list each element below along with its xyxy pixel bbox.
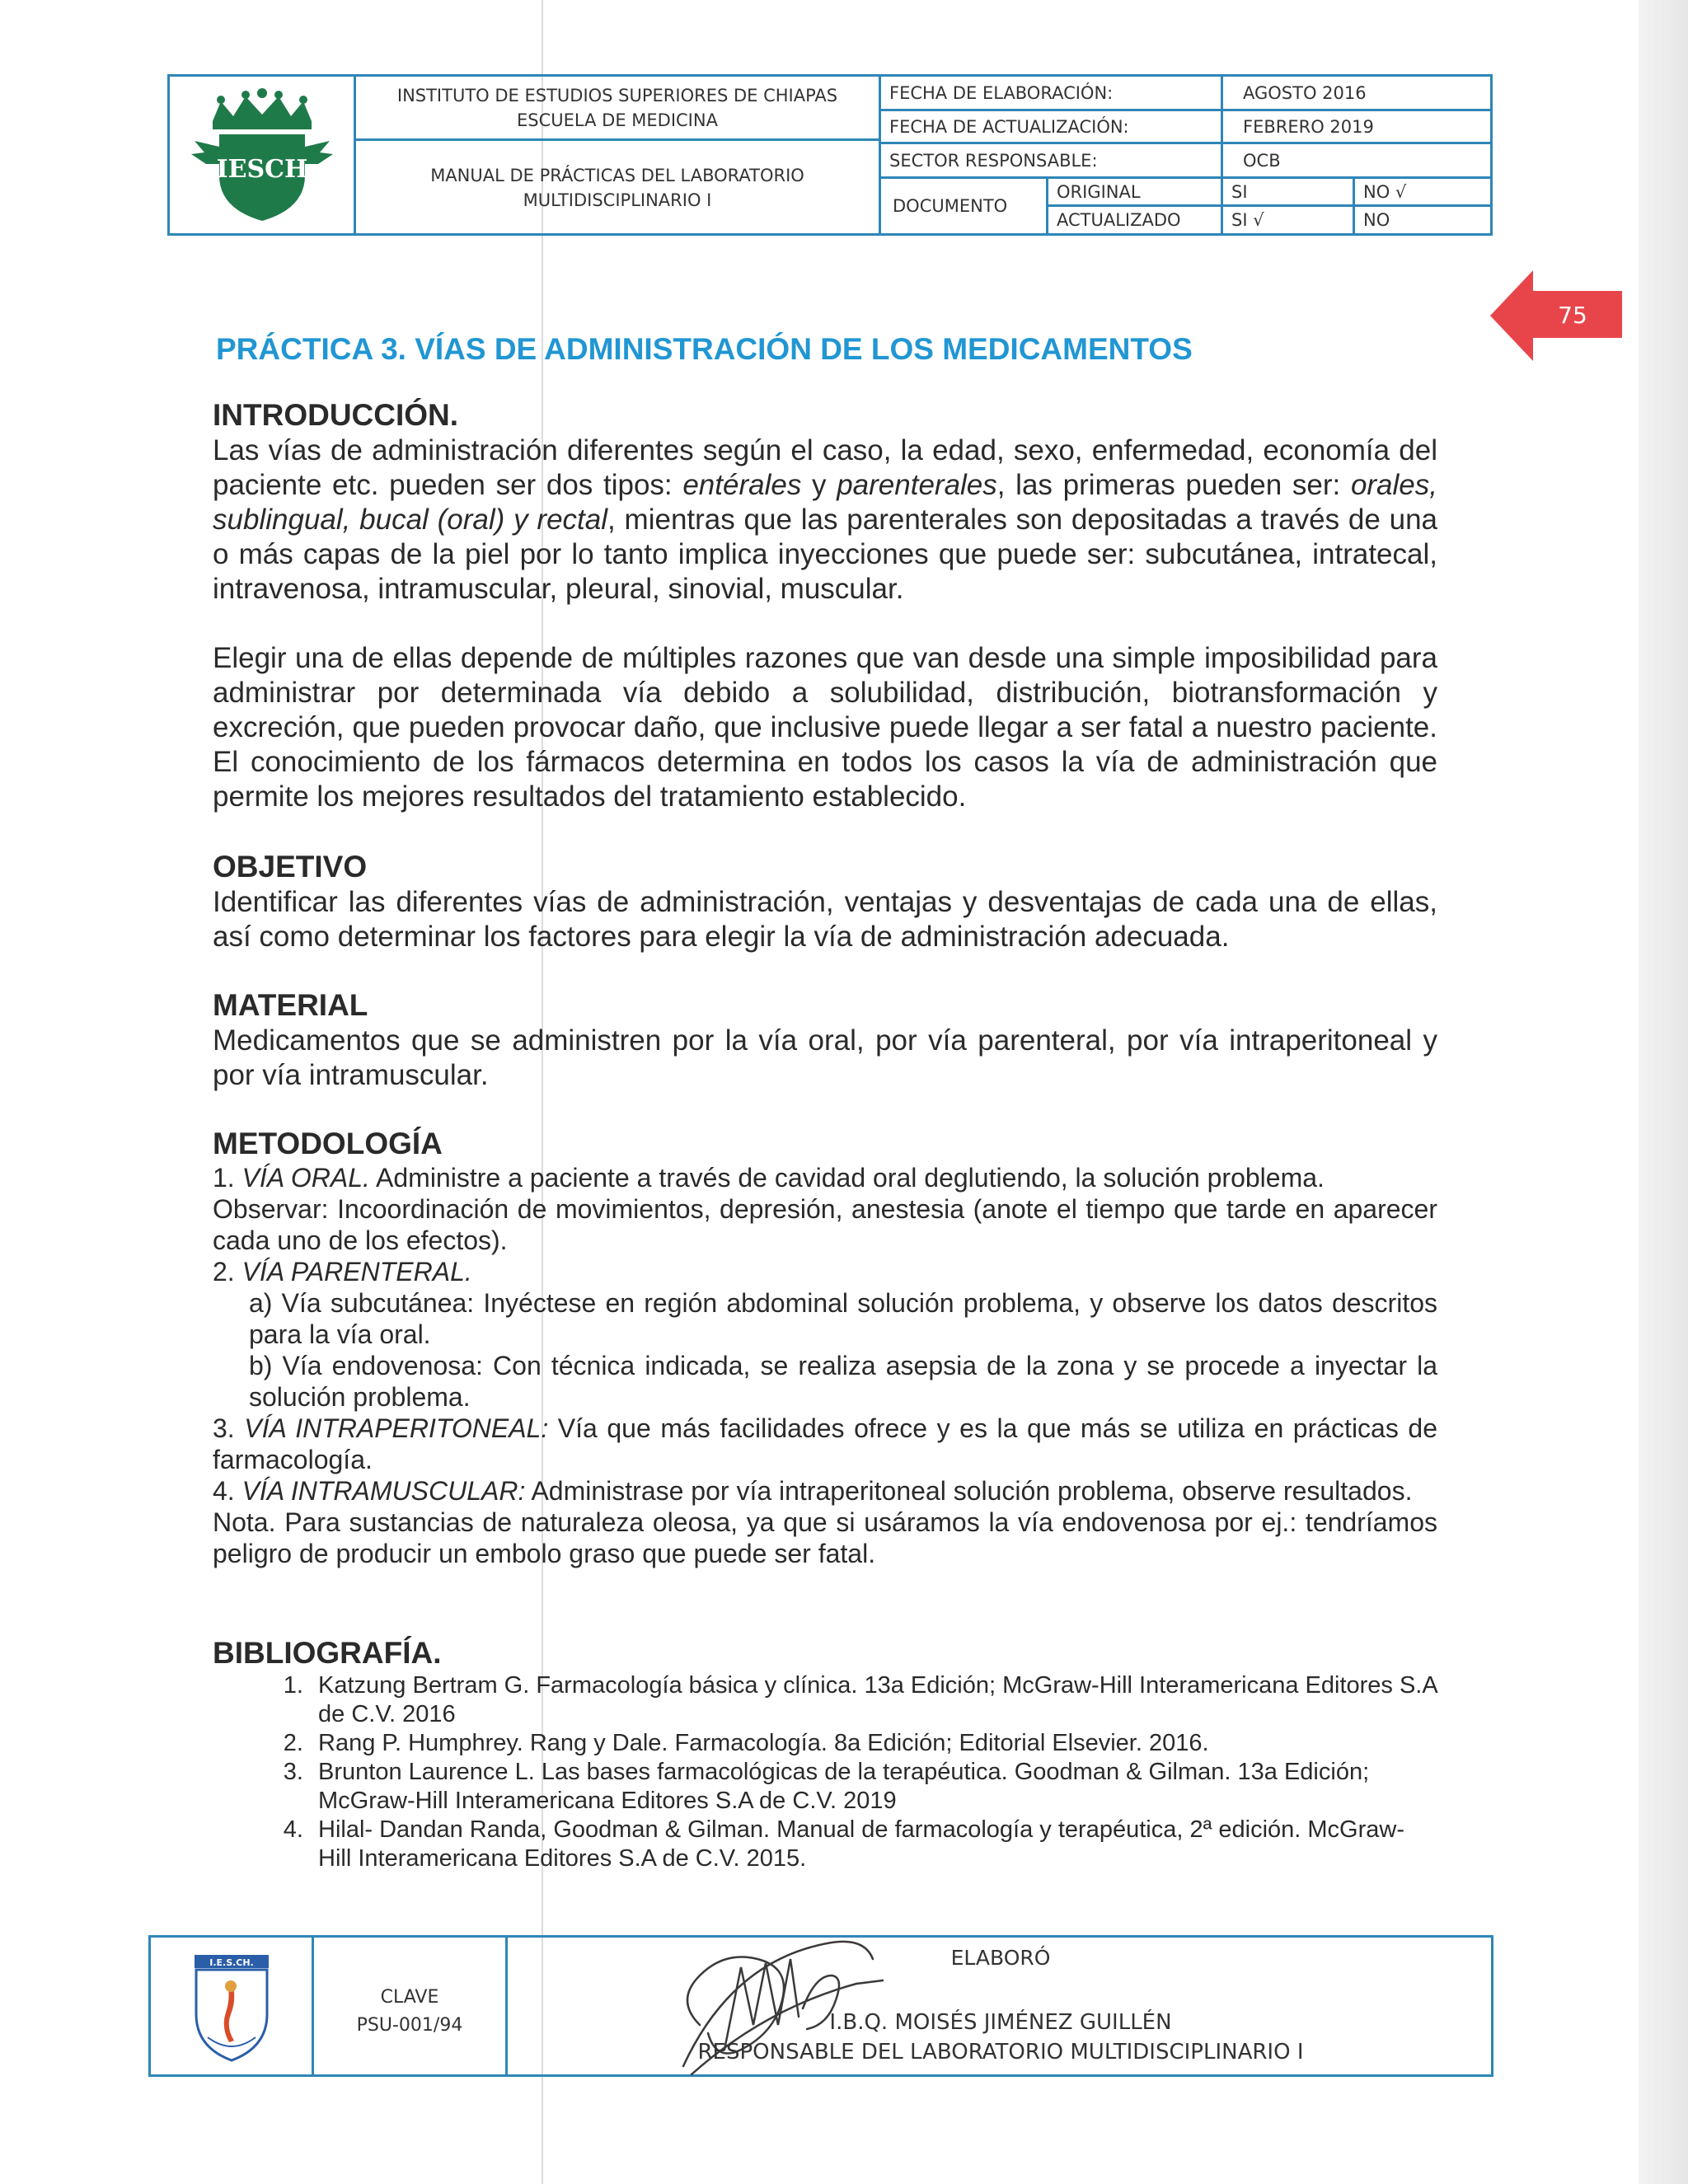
practice-title: PRÁCTICA 3. VÍAS DE ADMINISTRACIÓN DE LOS MEDICAMENTOS	[216, 332, 1193, 366]
metodologia-item-2: 2. VÍA PARENTERAL.	[213, 1257, 472, 1286]
elaboro-cell	[510, 1938, 1491, 2074]
sector-value: OCB	[1221, 144, 1493, 176]
metodologia-item-2b: b) Vía endovenosa: Con técnica indicada, se realiza asepsia de la zona y se procede a inyectar la solución problema.	[249, 1351, 1437, 1412]
elaboro-label: ELABORÓ	[950, 1946, 1051, 1970]
section-bibliografia	[213, 1635, 1437, 1873]
actualizado-si: SI √	[1221, 207, 1353, 233]
elaboro-role: RESPONSABLE DEL LABORATORIO MULTIDISCIPLINARIO I	[697, 2040, 1304, 2064]
bibliography-item: 2. Rang P. Humphrey. Rang y Dale. Farmacología. 8a Edición; Editorial Elsevier. 2016.	[310, 1729, 1437, 1758]
fecha-elaboracion-label: FECHA DE ELABORACIÓN:	[889, 82, 1114, 103]
material-heading: MATERIAL	[213, 988, 368, 1022]
fecha-actualizacion-label: FECHA DE ACTUALIZACIÓN:	[889, 116, 1129, 137]
actualizado-label: ACTUALIZADO	[1057, 210, 1181, 230]
manual-name: MANUAL DE PRÁCTICAS DEL LABORATORIO MULTIDISCIPLINARIO I	[430, 166, 804, 210]
document-header	[167, 74, 1493, 236]
introduccion-heading: INTRODUCCIÓN.	[213, 398, 459, 432]
fecha-actualizacion-value: FEBRERO 2019	[1221, 111, 1493, 142]
original-si: SI	[1221, 179, 1353, 204]
introduccion-paragraph-1: Las vías de administración diferentes según el caso, la edad, sexo, enfermedad, economía del paciente etc. pueden ser dos tipos: entérales y parenterales, las primeras pueden ser: orales, sublingual, bucal (oral) y rectal, mientras que las parenterales son depositadas a través de una o más capas de la piel por lo tanto implica inyecciones que puede ser: subcutánea, intratecal, intravenosa, intramuscular, pleural, sinovial, muscular.	[213, 434, 1438, 605]
section-metodologia	[213, 1126, 1437, 1569]
section-objetivo	[213, 849, 1437, 954]
bibliography-list	[213, 1671, 1437, 1873]
iesch-crest-logo	[151, 1938, 314, 2074]
actualizado-no: NO	[1353, 207, 1493, 233]
objetivo-heading: OBJETIVO	[213, 850, 368, 883]
introduccion-paragraph-2: Elegir una de ellas depende de múltiples razones que van desde una simple imposibilidad para administrar por determinada vía debido a solubilidad, distribución, biotransformación y excreción, que pueden provocar daño, que inclusive puede llegar a ser fatal a nuestro paciente. El conocimiento de los fármacos determina en todos los casos la vía de administración que permite los mejores resultados del tratamiento establecido.	[213, 642, 1437, 813]
bibliography-item: 1. Katzung Bertram G. Farmacología básica y clínica. 13a Edición; McGraw-Hill Interamericana Editores S.A de C.V. 2016	[310, 1671, 1437, 1729]
documento-label: DOCUMENTO	[893, 196, 1008, 216]
page-edge	[1639, 0, 1688, 2184]
svg-text:IESCH: IESCH	[216, 155, 307, 184]
original-no: NO √	[1353, 179, 1493, 204]
clave-value: PSU-001/94	[356, 2015, 463, 2036]
metodologia-item-3: 3. VÍA INTRAPERITONEAL: Vía que más facilidades ofrece y es la que más se utiliza en prácticas de farmacología.	[213, 1413, 1438, 1474]
svg-text:I.E.S.CH.: I.E.S.CH.	[209, 1957, 254, 1968]
metodologia-item-4: 4. VÍA INTRAMUSCULAR: Administrase por vía intraperitoneal solución problema, observe resultados.	[213, 1476, 1413, 1506]
material-text: Medicamentos que se administren por la vía oral, por vía parenteral, por vía intraperitoneal y por vía intramuscular.	[213, 1024, 1437, 1091]
metodologia-nota: Nota. Para sustancias de naturaleza oleosa, ya que si usáramos la vía endovenosa por ej.: tendríamos peligro de producir un embolo graso que puede ser fatal.	[213, 1507, 1437, 1568]
bibliography-item: 3. Brunton Laurence L. Las bases farmacológicas de la terapéutica. Goodman & Gilman. 13a Edición; McGraw-Hill Interamericana Editores S.A de C.V. 2019	[310, 1758, 1437, 1816]
section-material	[213, 987, 1437, 1093]
bibliography-item: 4. Hilal- Dandan Randa, Goodman & Gilman. Manual de farmacología y terapéutica, 2ª edición. McGraw-Hill Interamericana Editores S.A de C.V. 2015.	[310, 1816, 1437, 1873]
fecha-elaboracion-value: AGOSTO 2016	[1221, 77, 1493, 109]
metodologia-heading: METODOLOGÍA	[213, 1127, 443, 1160]
metodologia-item-1: 1. VÍA ORAL. Administre a paciente a través de cavidad oral deglutiendo, la solución problema.	[213, 1163, 1325, 1193]
clave-label: CLAVE	[380, 1987, 439, 2008]
section-introduccion	[213, 397, 1437, 814]
institution-name: INSTITUTO DE ESTUDIOS SUPERIORES DE CHIAPAS ESCUELA DE MEDICINA	[356, 77, 879, 141]
document-metadata	[879, 77, 1493, 233]
original-label: ORIGINAL	[1057, 181, 1141, 202]
iesch-logo	[170, 77, 356, 233]
objetivo-text: Identificar las diferentes vías de administración, ventajas y desventajas de cada una de ellas, así como determinar los factores para elegir la vía de administración adecuada.	[213, 886, 1437, 953]
elaboro-name: I.B.Q. MOISÉS JIMÉNEZ GUILLÉN	[829, 2010, 1172, 2035]
page-number-tab	[1490, 270, 1622, 361]
svg-text:75: 75	[1558, 302, 1587, 329]
metodologia-observar: Observar: Incoordinación de movimientos, depresión, anestesia (anote el tiempo que tarde en aparecer cada uno de los efectos).	[213, 1194, 1437, 1255]
clave-cell	[314, 1938, 508, 2074]
sector-label: SECTOR RESPONSABLE:	[889, 150, 1098, 171]
metodologia-item-2a: a) Vía subcutánea: Inyéctese en región abdominal solución problema, y observe los datos descritos para la vía oral.	[249, 1288, 1437, 1349]
bibliografia-heading: BIBLIOGRAFÍA.	[213, 1636, 442, 1670]
document-footer	[148, 1935, 1493, 2077]
